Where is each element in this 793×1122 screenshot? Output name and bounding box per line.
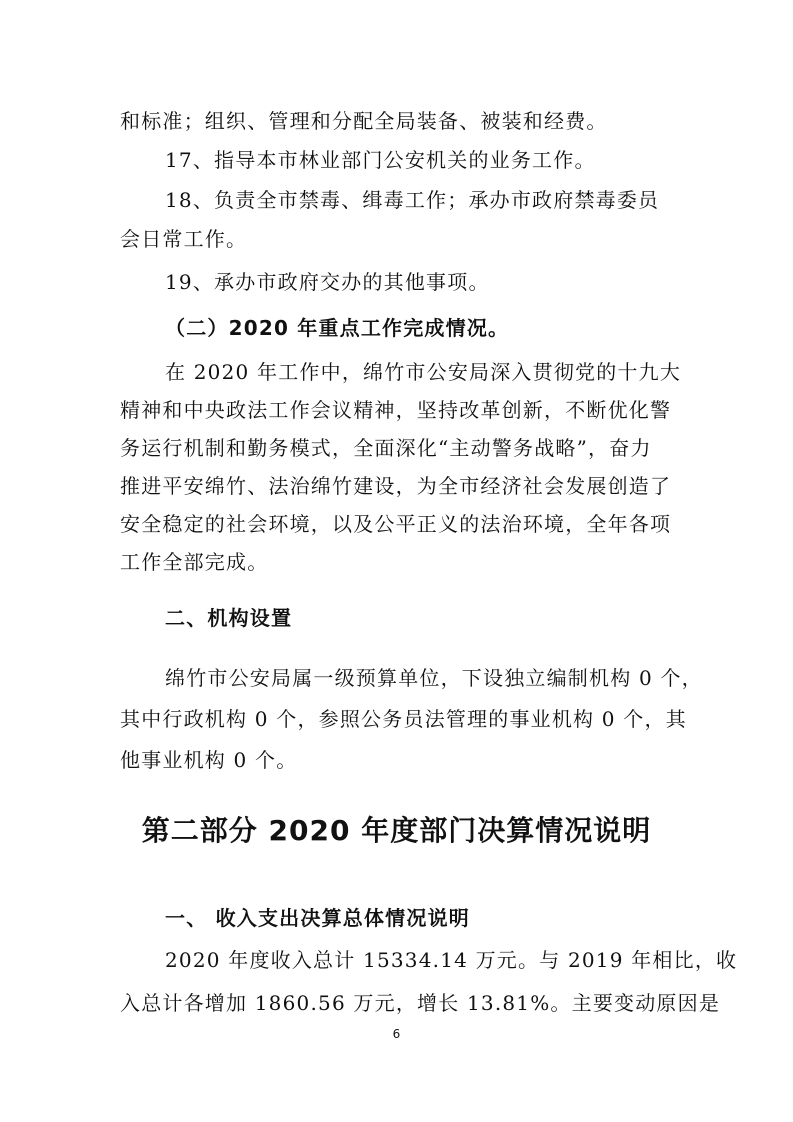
paragraph-line: 会日常工作。 — [120, 227, 248, 251]
heading-org-structure: 二、机构设置 — [165, 606, 293, 630]
paragraph-line: 推进平安绵竹、法治绵竹建设，为全市经济社会发展创造了 — [120, 474, 672, 498]
item-17: 17、指导本市林业部门公安机关的业务工作。 — [165, 148, 596, 172]
paragraph-line: 务运行机制和勤务模式，全面深化“主动警务战略”，奋力 — [120, 436, 652, 460]
item-19: 19、承办市政府交办的其他事项。 — [165, 270, 490, 294]
paragraph-line: 他事业机构 0 个。 — [120, 748, 298, 772]
section-title: 第二部分 2020 年度部门决算情况说明 — [141, 814, 652, 847]
paragraph-line: 绵竹市公安局属一级预算单位，下设独立编制机构 0 个， — [165, 666, 703, 690]
paragraph-line: 工作全部完成。 — [120, 550, 269, 574]
paragraph-line: 精神和中央政法工作会议精神，坚持改革创新，不断优化警 — [120, 398, 672, 422]
paragraph-line: 和标准；组织、管理和分配全局装备、被装和经费。 — [120, 109, 608, 133]
paragraph-line: 其中行政机构 0 个，参照公务员法管理的事业机构 0 个，其 — [120, 707, 687, 731]
subheading-key-work: （二）2020 年重点工作完成情况。 — [165, 316, 510, 340]
paragraph-line: 入总计各增加 1860.56 万元，增长 13.81%。主要变动原因是 — [120, 991, 721, 1015]
paragraph-line: 2020 年度收入总计 15334.14 万元。与 2019 年相比，收 — [165, 948, 738, 972]
item-18: 18、负责全市禁毒、缉毒工作；承办市政府禁毒委员 — [165, 188, 660, 212]
paragraph-line: 在 2020 年工作中，绵竹市公安局深入贯彻党的十九大 — [165, 360, 682, 384]
page-number: 6 — [392, 1027, 401, 1041]
heading-income-expense: 一、 收入支出决算总体情况说明 — [165, 906, 470, 930]
paragraph-line: 安全稳定的社会环境，以及公平正义的法治环境，全年各项 — [120, 512, 672, 536]
